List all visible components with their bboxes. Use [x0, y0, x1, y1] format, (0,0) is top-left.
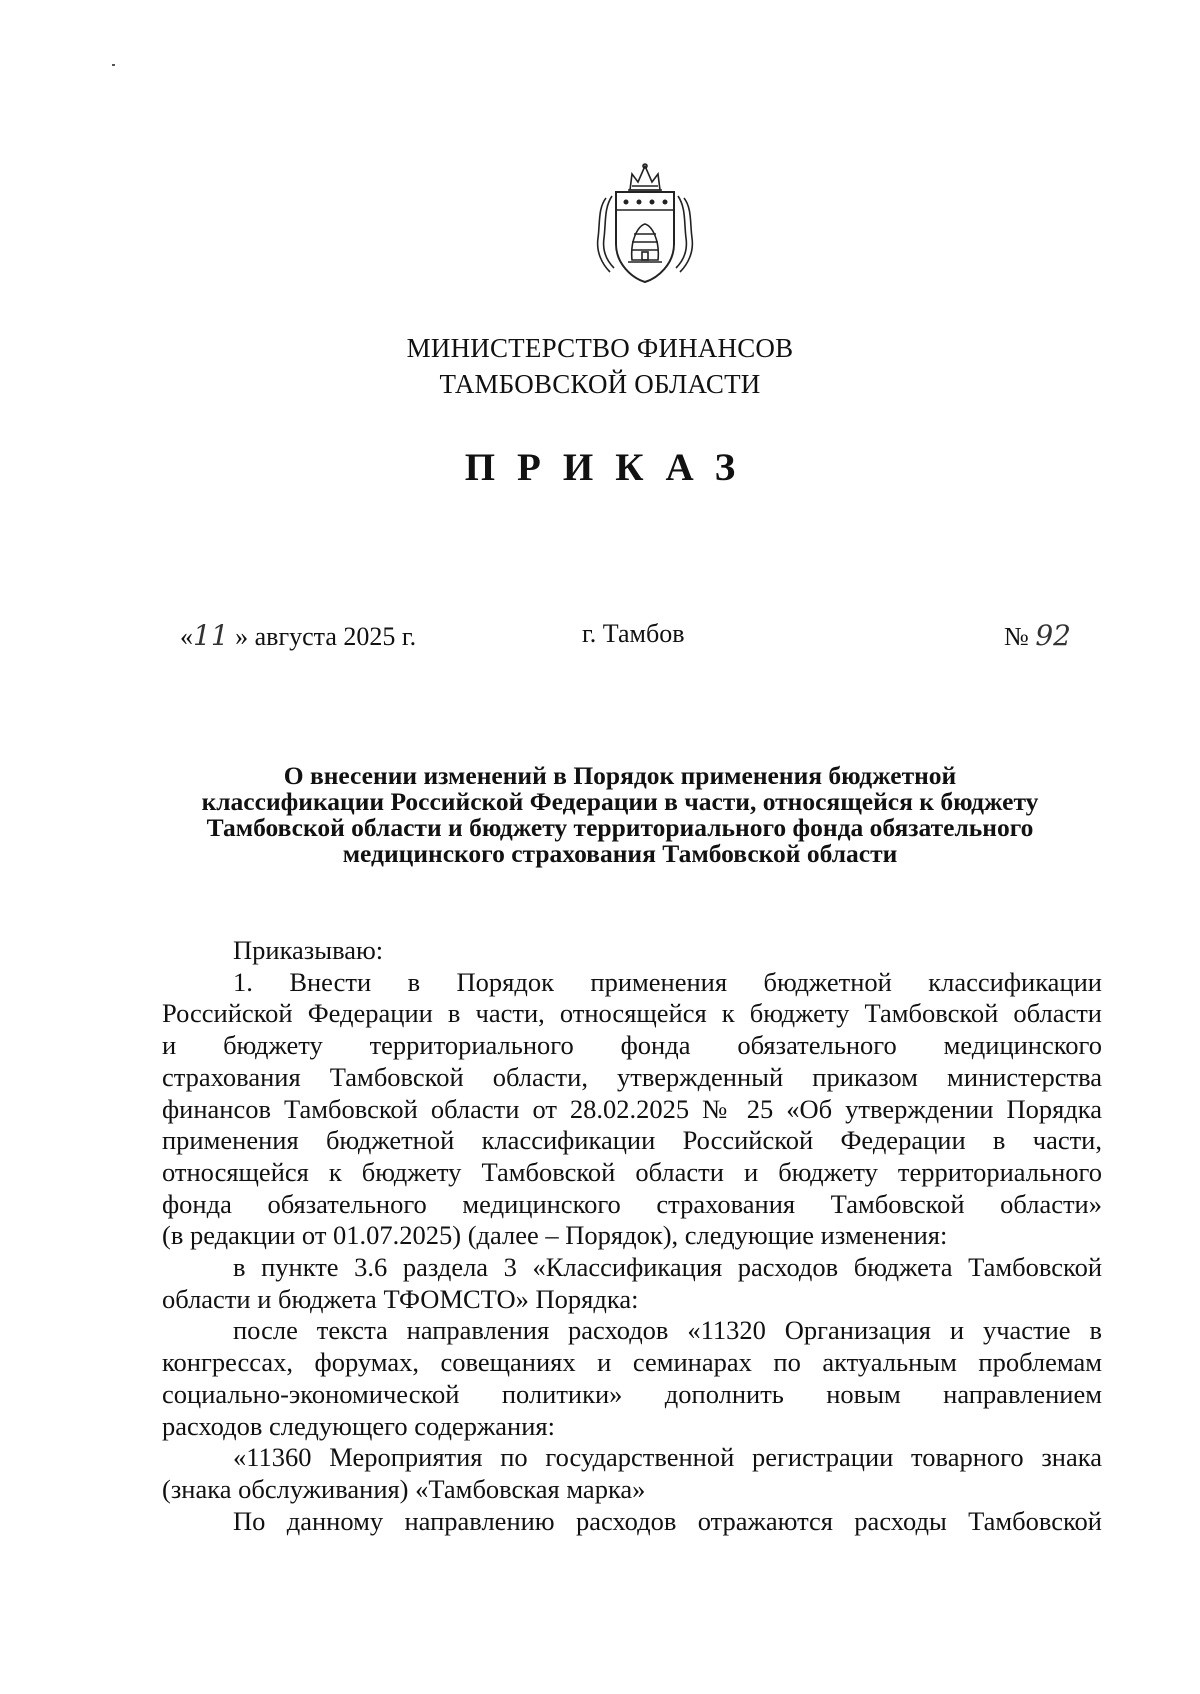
coat-of-arms-emblem — [592, 160, 698, 288]
ministry-name-line-1: МИНИСТЕРСТВО ФИНАНСОВ — [406, 333, 794, 363]
body-line: 1. Внести в Порядок применения бюджетной классификации — [233, 966, 1102, 997]
date-open-quote: « — [180, 622, 193, 651]
body-line: (в редакции от 01.07.2025) (далее – Порядок), следующие изменения: — [162, 1220, 948, 1251]
body-line: Приказываю: — [233, 935, 384, 965]
title-line: классификации Российской Федерации в части, относящейся к бюджету — [201, 787, 1039, 816]
body-line: относящейся к бюджету Тамбовской области и бюджету территориального — [162, 1156, 1102, 1187]
body-line: Российской Федерации в части, относящейся к бюджету Тамбовской области — [162, 998, 1102, 1029]
document-city: г. Тамбов — [582, 619, 685, 648]
document-title — [150, 763, 1090, 867]
body-line: финансов Тамбовской области от 28.02.2025 № 25 «Об утверждении Порядка — [162, 1093, 1102, 1124]
document-type-heading: ПРИКАЗ — [464, 446, 758, 489]
body-line: «11360 Мероприятия по государственной регистрации товарного знака — [233, 1442, 1102, 1473]
body-line: По данному направлению расходов отражаются расходы Тамбовской — [233, 1505, 1102, 1536]
title-line: медицинского страхования Тамбовской области — [342, 839, 898, 868]
body-line: расходов следующего содержания: — [162, 1410, 555, 1441]
body-line: социально-экономической политики» дополнить новым направлением — [162, 1378, 1102, 1409]
title-line: О внесении изменений в Порядок применения бюджетной — [283, 761, 957, 790]
title-line: Тамбовской области и бюджету территориального фонда обязательного — [206, 813, 1034, 842]
body-line: области и бюджета ТФОМСТО» Порядка: — [162, 1283, 639, 1314]
body-line: конгрессах, форумах, совещаниях и семинарах по актуальным проблемам — [162, 1347, 1102, 1378]
scan-speck — [112, 64, 115, 66]
body-line: (знака обслуживания) «Тамбовская марка» — [162, 1473, 646, 1504]
ministry-name-line-2: ТАМБОВСКОЙ ОБЛАСТИ — [439, 369, 761, 399]
body-line: фонда обязательного медицинского страхования Тамбовской области» — [162, 1188, 1102, 1219]
date-day-handwritten: 11 — [193, 619, 229, 652]
body-line: в пункте 3.6 раздела 3 «Классификация расходов бюджета Тамбовской — [233, 1252, 1102, 1283]
body-line: и бюджету территориального фонда обязательного медицинского — [162, 1030, 1102, 1061]
date-rest: » августа 2025 г. — [228, 622, 417, 651]
number-label: № — [1004, 622, 1029, 651]
document-number — [1004, 619, 1071, 652]
body-line: после текста направления расходов «11320 Организация и участие в — [233, 1315, 1102, 1346]
body-line: страхования Тамбовской области, утвержденный приказом министерства — [162, 1061, 1102, 1092]
body-line: применения бюджетной классификации Российской Федерации в части, — [162, 1125, 1102, 1156]
document-body — [162, 935, 1102, 1537]
number-value-handwritten: 92 — [1035, 619, 1071, 652]
document-date — [180, 619, 416, 652]
